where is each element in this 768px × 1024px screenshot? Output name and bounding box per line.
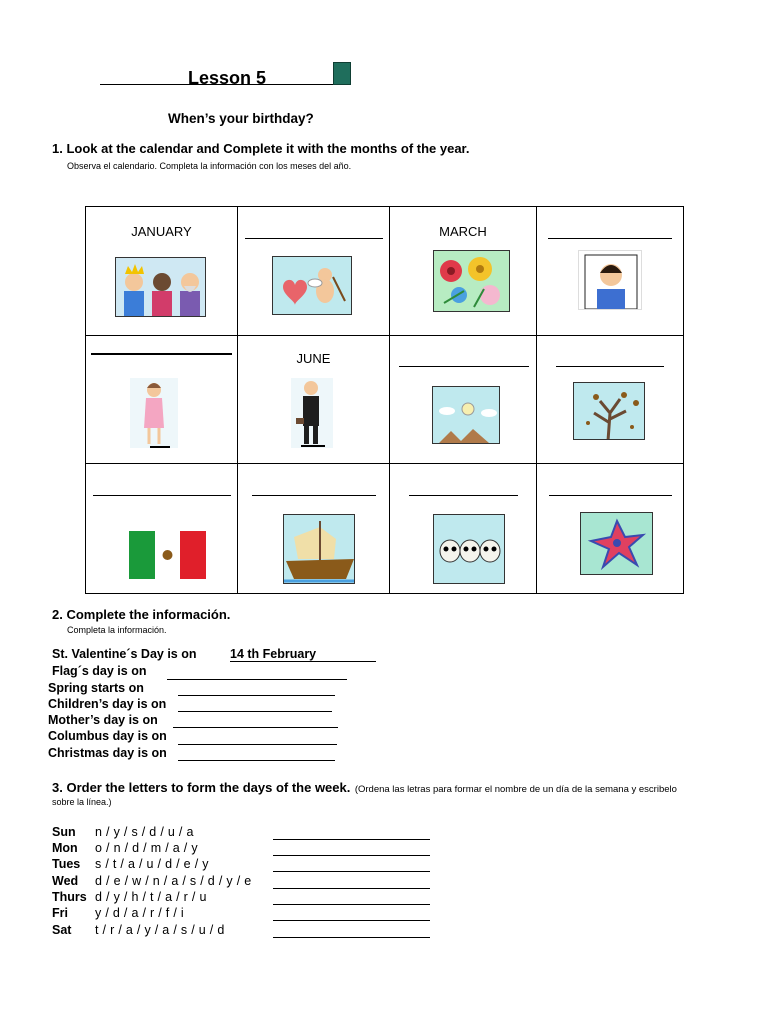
month-blank[interactable]	[93, 495, 231, 496]
month-blank[interactable]	[548, 238, 672, 239]
day-abbr: Mon	[52, 841, 78, 855]
answer-line[interactable]	[273, 920, 430, 921]
answer-line[interactable]	[273, 888, 430, 889]
scrambled-letters: t / r / a / y / a / s / u / d	[95, 923, 225, 937]
answer-line[interactable]	[273, 839, 430, 840]
scrambled-letters: s / t / a / u / d / e / y	[95, 857, 209, 871]
answer-line[interactable]	[178, 744, 337, 745]
section3-note-continued: sobre la línea.)	[52, 797, 112, 807]
ship-icon	[283, 514, 355, 584]
pinata-icon	[580, 512, 653, 575]
mexican-flag-icon	[129, 531, 206, 579]
fill-label: Columbus day is on	[48, 729, 167, 743]
calendar-cell	[390, 336, 537, 464]
calendar-cell	[238, 464, 390, 593]
day-abbr: Sat	[52, 923, 72, 937]
scrambled-letters: o / n / d / m / a / y	[95, 841, 198, 855]
calendar-cell	[390, 207, 537, 336]
lesson-subtitle: When’s your birthday?	[168, 111, 314, 126]
month-blank[interactable]	[549, 495, 672, 496]
month-blank[interactable]	[399, 366, 529, 367]
fill-label: Christmas day is on	[48, 746, 167, 760]
month-blank[interactable]	[252, 495, 376, 496]
flowers-icon	[433, 250, 510, 312]
day-abbr: Sun	[52, 825, 76, 839]
fill-answer: 14 th February	[230, 647, 317, 661]
fill-label: St. Valentine´s Day is on	[52, 647, 197, 661]
fill-label: Flag´s day is on	[52, 664, 147, 678]
calendar-cell	[86, 464, 238, 593]
section1-heading: 1. Look at the calendar and Complete it with the months of the year.	[52, 141, 470, 156]
mother-icon	[130, 378, 178, 448]
scrambled-letters: d / y / h / t / a / r / u	[95, 890, 207, 904]
calendar-cell	[86, 207, 238, 336]
section2-heading: 2. Complete the información.	[52, 607, 231, 622]
calendar-cell	[86, 336, 238, 464]
answer-line[interactable]	[173, 727, 338, 728]
cupid-heart-icon	[272, 256, 352, 315]
answer-line[interactable]	[230, 661, 376, 662]
scrambled-letters: d / e / w / n / a / s / d / y / e	[95, 874, 252, 888]
kings-icon	[115, 257, 206, 317]
section3-heading-row	[52, 779, 732, 797]
month-label: JANUARY	[131, 224, 192, 239]
decorative-box	[333, 62, 351, 85]
calendar-cell	[238, 336, 390, 464]
answer-line[interactable]	[273, 904, 430, 905]
section3-note: (Ordena las letras para formar el nombre de un día de la semana y escribelo	[354, 784, 677, 795]
calendar-cell	[537, 207, 684, 336]
calendar-cell	[537, 464, 684, 593]
calendar-cell	[537, 336, 684, 464]
answer-line[interactable]	[178, 760, 335, 761]
answer-line[interactable]	[178, 695, 335, 696]
day-abbr: Tues	[52, 857, 81, 871]
section3-heading: 3. Order the letters to form the days of the week.	[52, 780, 351, 795]
fill-label: Spring starts on	[48, 681, 144, 695]
month-label: MARCH	[439, 224, 487, 239]
autumn-tree-icon	[573, 382, 645, 440]
month-blank[interactable]	[91, 353, 232, 355]
month-label: JUNE	[296, 351, 331, 366]
day-abbr: Wed	[52, 874, 79, 888]
answer-line[interactable]	[178, 711, 332, 712]
section2-instruction: Completa la información.	[67, 625, 167, 635]
day-abbr: Thurs	[52, 890, 87, 904]
fill-label: Mother’s day is on	[48, 713, 158, 727]
calendar-cell	[238, 207, 390, 336]
section1-instruction: Observa el calendario. Completa la información con los meses del año.	[67, 161, 352, 171]
lesson-title: Lesson 5	[188, 68, 267, 88]
day-abbr: Fri	[52, 906, 68, 920]
answer-line[interactable]	[273, 871, 430, 872]
father-icon	[291, 378, 333, 448]
answer-line[interactable]	[167, 679, 347, 680]
answer-line[interactable]	[273, 937, 430, 938]
scrambled-letters: y / d / a / r / f / i	[95, 906, 184, 920]
fill-label: Children’s day is on	[48, 697, 167, 711]
answer-line[interactable]	[273, 855, 430, 856]
month-blank[interactable]	[409, 495, 518, 496]
month-blank[interactable]	[556, 366, 664, 367]
calendar-cell	[390, 464, 537, 593]
sun-clouds-icon	[432, 386, 500, 444]
month-blank[interactable]	[245, 238, 383, 239]
calendar-grid	[85, 206, 684, 594]
skulls-icon	[433, 514, 505, 584]
boy-icon	[578, 250, 642, 310]
scrambled-letters: n / y / s / d / u / a	[95, 825, 194, 839]
